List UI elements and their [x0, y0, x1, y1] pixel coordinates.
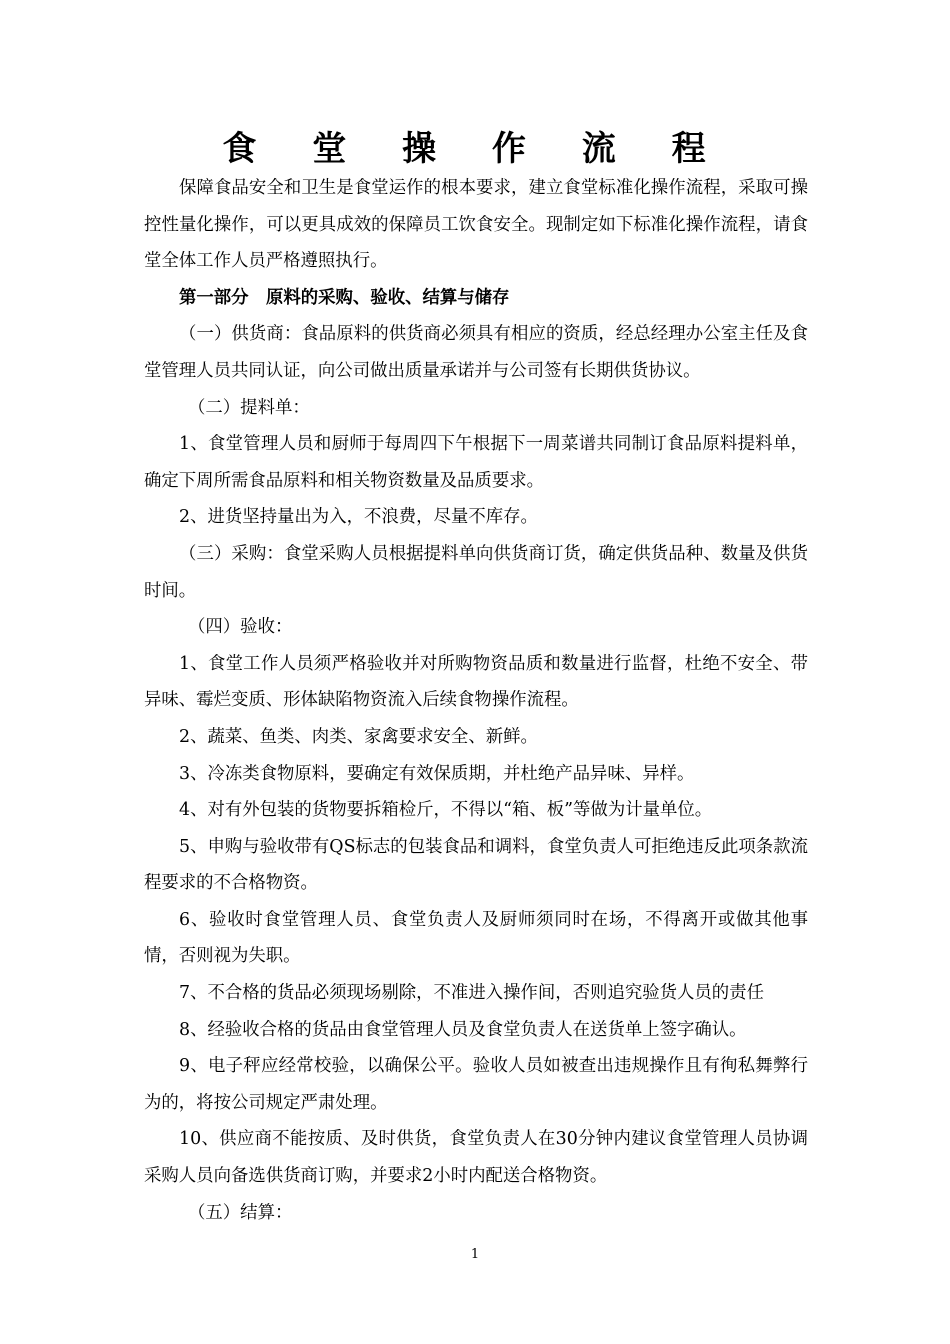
inspection-item-1: 1、食堂工作人员须严格验收并对所购物资品质和数量进行监督，杜绝不安全、带异味、霉烂变质、形体缺陷物资流入后续食物操作流程。 — [144, 653, 808, 711]
inspection-item-5: 5、申购与验收带有QS标志的包装食品和调料，食堂负责人可拒绝违反此项条款流程要求的不合格物资。 — [144, 836, 808, 894]
document-title: 食 堂 操 作 流 程 — [222, 129, 728, 169]
subheading-inspection: （四）验收： — [188, 617, 293, 638]
subheading-requisition: （二）提料单： — [188, 397, 310, 418]
paragraph-purchasing: （三）采购：食堂采购人员根据提料单向供货商订货，确定供货品种、数量及供货时间。 — [144, 543, 808, 601]
inspection-item-9: 9、电子秤应经常校验，以确保公平。验收人员如被查出违规操作且有徇私舞弊行为的，将按公司规定严肃处理。 — [144, 1056, 808, 1113]
inspection-item-10: 10、供应商不能按质、及时供货，食堂负责人在30分钟内建议食堂管理人员协调采购人员向备选供货商订购，并要求2小时内配送合格物资。 — [144, 1129, 808, 1187]
inspection-item-7: 7、不合格的货品必须现场剔除，不准进入操作间，否则追究验货人员的责任 — [179, 983, 764, 1004]
inspection-item-4: 4、对有外包装的货物要拆箱检斤，不得以“箱、板”等做为计量单位。 — [179, 800, 713, 821]
inspection-item-6: 6、验收时食堂管理人员、食堂负责人及厨师须同时在场，不得离开或做其他事情，否则视为失职。 — [144, 909, 808, 967]
subheading-settlement: （五）结算： — [188, 1202, 293, 1223]
inspection-item-2: 2、蔬菜、鱼类、肉类、家禽要求安全、新鲜。 — [179, 726, 538, 747]
inspection-item-8: 8、经验收合格的货品由食堂管理人员及食堂负责人在送货单上签字确认。 — [179, 1019, 747, 1040]
intro-paragraph: 保障食品安全和卫生是食堂运作的根本要求，建立食堂标准化操作流程，采取可操控性量化操作，可以更具成效的保障员工饮食安全。现制定如下标准化操作流程，请食堂全体工作人员严格遵照执行。 — [144, 178, 808, 272]
page-number: 1 — [470, 1247, 480, 1262]
paragraph-supplier: （一）供货商：食品原料的供货商必须具有相应的资质，经总经理办公室主任及食堂管理人员共同认证，向公司做出质量承诺并与公司签有长期供货协议。 — [144, 324, 808, 381]
requisition-item-1: 1、食堂管理人员和厨师于每周四下午根据下一周菜谱共同制订食品原料提料单，确定下周所需食品原料和相关物资数量及品质要求。 — [144, 434, 808, 491]
document-body — [144, 170, 808, 1231]
requisition-item-2: 2、进货坚持量出为入，不浪费，尽量不库存。 — [179, 507, 538, 528]
inspection-item-3: 3、冷冻类食物原料，要确定有效保质期，并杜绝产品异味、异样。 — [179, 763, 695, 784]
section-heading-part-one: 第一部分 原料的采购、验收、结算与储存 — [179, 287, 510, 308]
